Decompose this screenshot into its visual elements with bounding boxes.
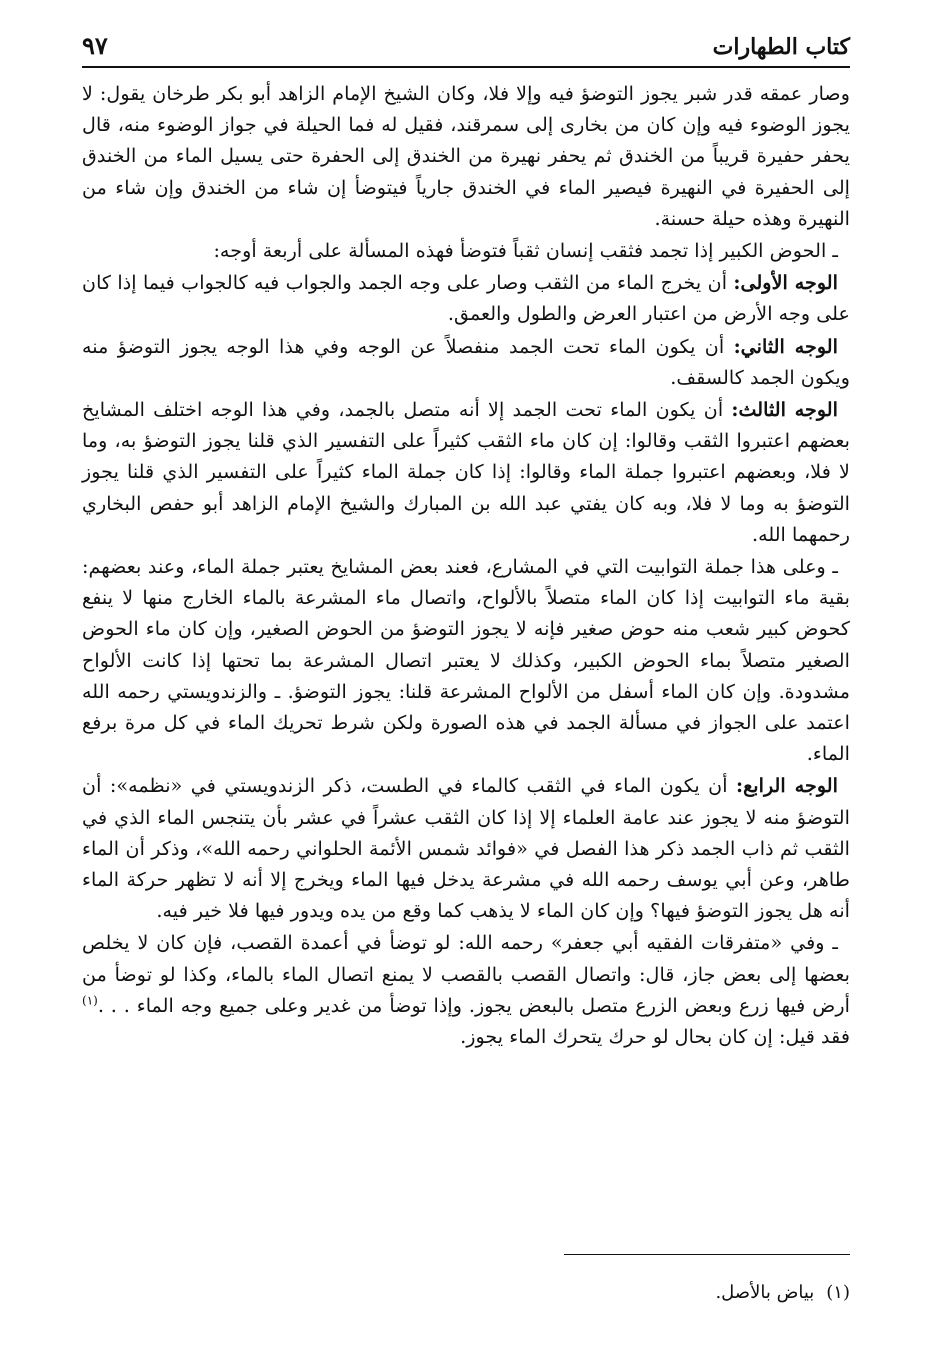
section-heading: الوجه الثاني: (733, 334, 838, 358)
section-heading: الوجه الرابع: (735, 774, 838, 798)
paragraph-text: ـ وفي «متفرقات الفقيه أبي جعفر» رحمه الله: لو توضأ في أعمدة القصب، فإن كان لا يخلص بعضها إلى بعض جاز، قال: واتصال القصب بالقصب لا يمنع اتصال الماء بالماء، وكذا لو توضأ من أرض فيها زرع وبعض الزرع متصل بالبعض يجوز. وإذا توضأ من غدير وعلى جميع وجه الماء . . . (82, 931, 850, 1017)
footnote-number: (١) (826, 1282, 850, 1303)
paragraph-text: أن يكون الماء في الثقب كالماء في الطست، ذكر الزندويستي في «نظمه»: أن التوضؤ منه لا يجوز عند عامة العلماء إلا إذا كان الثقب عشراً في عشر بأن يتنجس الماء الذي في الثقب ثم ذاب الجمد ذكر هذا الفصل في «فوائد شمس الأئمة الحلواني رحمه الله»، وذكر أن الماء طاهر، وعن أبي يوسف رحمه الله في مشرعة يدخل فيها الماء ويخرج إلا أنه لا تظهر حركة الماء أنه هل يجوز التوضؤ فيها؟ وإن كان الماء لا يذهب كما وقع من يده ويدور فيها فلا خير فيه. (82, 774, 850, 923)
paragraph (82, 331, 850, 393)
paragraph-text: أن يخرج الماء من الثقب وصار على وجه الجمد والجواب فيه كالجواب فيما إذا كان على وجه الأرض من اعتبار العرض والطول والعمق. (82, 271, 850, 326)
header-rule (82, 66, 850, 68)
paragraph (82, 235, 850, 266)
footnote (82, 1280, 850, 1306)
paragraph-text: أن يكون الماء تحت الجمد إلا أنه متصل بالجمد، وفي هذا الوجه اختلف المشايخ بعضهم اعتبروا الثقب وقالوا: إن كان ماء الثقب كثيراً على التفسير الذي قلنا يجوز التوضؤ به، وما لا فلا، وبعضهم اعتبروا جملة الماء وقالوا: إذا كان جملة الماء كثيراً على التفسير الذي قلنا يجوز التوضؤ به وما لا فلا، وبه كان يفتي عبد الله بن المبارك والشيخ الإمام الزاهد أبو حفص البخاري رحمهما الله. (82, 398, 850, 546)
page-header (82, 22, 850, 60)
paragraph-text: أن يكون الماء تحت الجمد منفصلاً عن الوجه وفي هذا الوجه يجوز التوضؤ منه ويكون الجمد كالسقف. (82, 334, 850, 389)
paragraph-text: ـ وعلى هذا جملة التوابيت التي في المشارع، فعند بعض المشايخ يعتبر جملة الماء، وعند بعضهم: بقية ماء التوابيت إذا كان الماء متصلاً بالألواح، واتصال ماء المشرعة بالماء الخارج منها لا ينفع كحوض كبير شعب منه حوض صغير فإنه لا يجوز التوضؤ من الحوض الصغير، وإن كان ماء الحوض الصغير متصلاً بماء الحوض الكبير، وكذلك لا يعتبر اتصال المشرعة بما تحتها إذا كانت الألواح مشدودة. وإن كان الماء أسفل من الألواح المشرعة قلنا: يجوز التوضؤ. ـ والزندويستي رحمه الله اعتمد على الجواز في مسألة الجمد في هذه الصورة ولكن شرط تحريك الماء في كل مرة برفع الماء. (82, 555, 850, 766)
paragraph-text: وصار عمقه قدر شبر يجوز التوضؤ فيه وإلا فلا، وكان الشيخ الإمام الزاهد أبو بكر طرخان يقول: لا يجوز الوضوء فيه وإن كان من بخارى إلى سمرقند، فقيل له فما الحيلة في جواز الوضوء منه، قال يحفر حفيرة قريباً من الخندق ثم يحفر نهيرة من الخندق إلى الحفرة حتى يسيل الماء من الخندق إلى الحفيرة في النهيرة فيصير الماء في الخندق جارياً فيتوضأ إن شاء من الخندق وإن شاء من النهيرة وهذه حيلة حسنة. (82, 82, 850, 230)
page-number: ٩٧ (82, 31, 108, 60)
paragraph (82, 267, 850, 329)
running-title: كتاب الطهارات (712, 34, 850, 60)
footnote-reference[interactable]: (١) (82, 993, 98, 1008)
section-heading: الوجه الثالث: (731, 398, 838, 422)
footnote-text: بياض بالأصل. (715, 1282, 815, 1303)
paragraph (82, 78, 850, 234)
section-heading: الوجه الأولى: (733, 271, 838, 295)
paragraph-text: ـ الحوض الكبير إذا تجمد فثقب إنسان ثقباً فتوضأ فهذه المسألة على أربعة أوجه: (213, 239, 838, 263)
paragraph (82, 551, 850, 769)
paragraph (82, 770, 850, 926)
footnote-rule (564, 1254, 850, 1255)
paragraph (82, 927, 850, 1052)
paragraph-text-tail: فقد قيل: إن كان بحال لو حرك يتحرك الماء يجوز. (460, 1025, 850, 1049)
paragraph (82, 394, 850, 550)
main-text (82, 78, 850, 1052)
